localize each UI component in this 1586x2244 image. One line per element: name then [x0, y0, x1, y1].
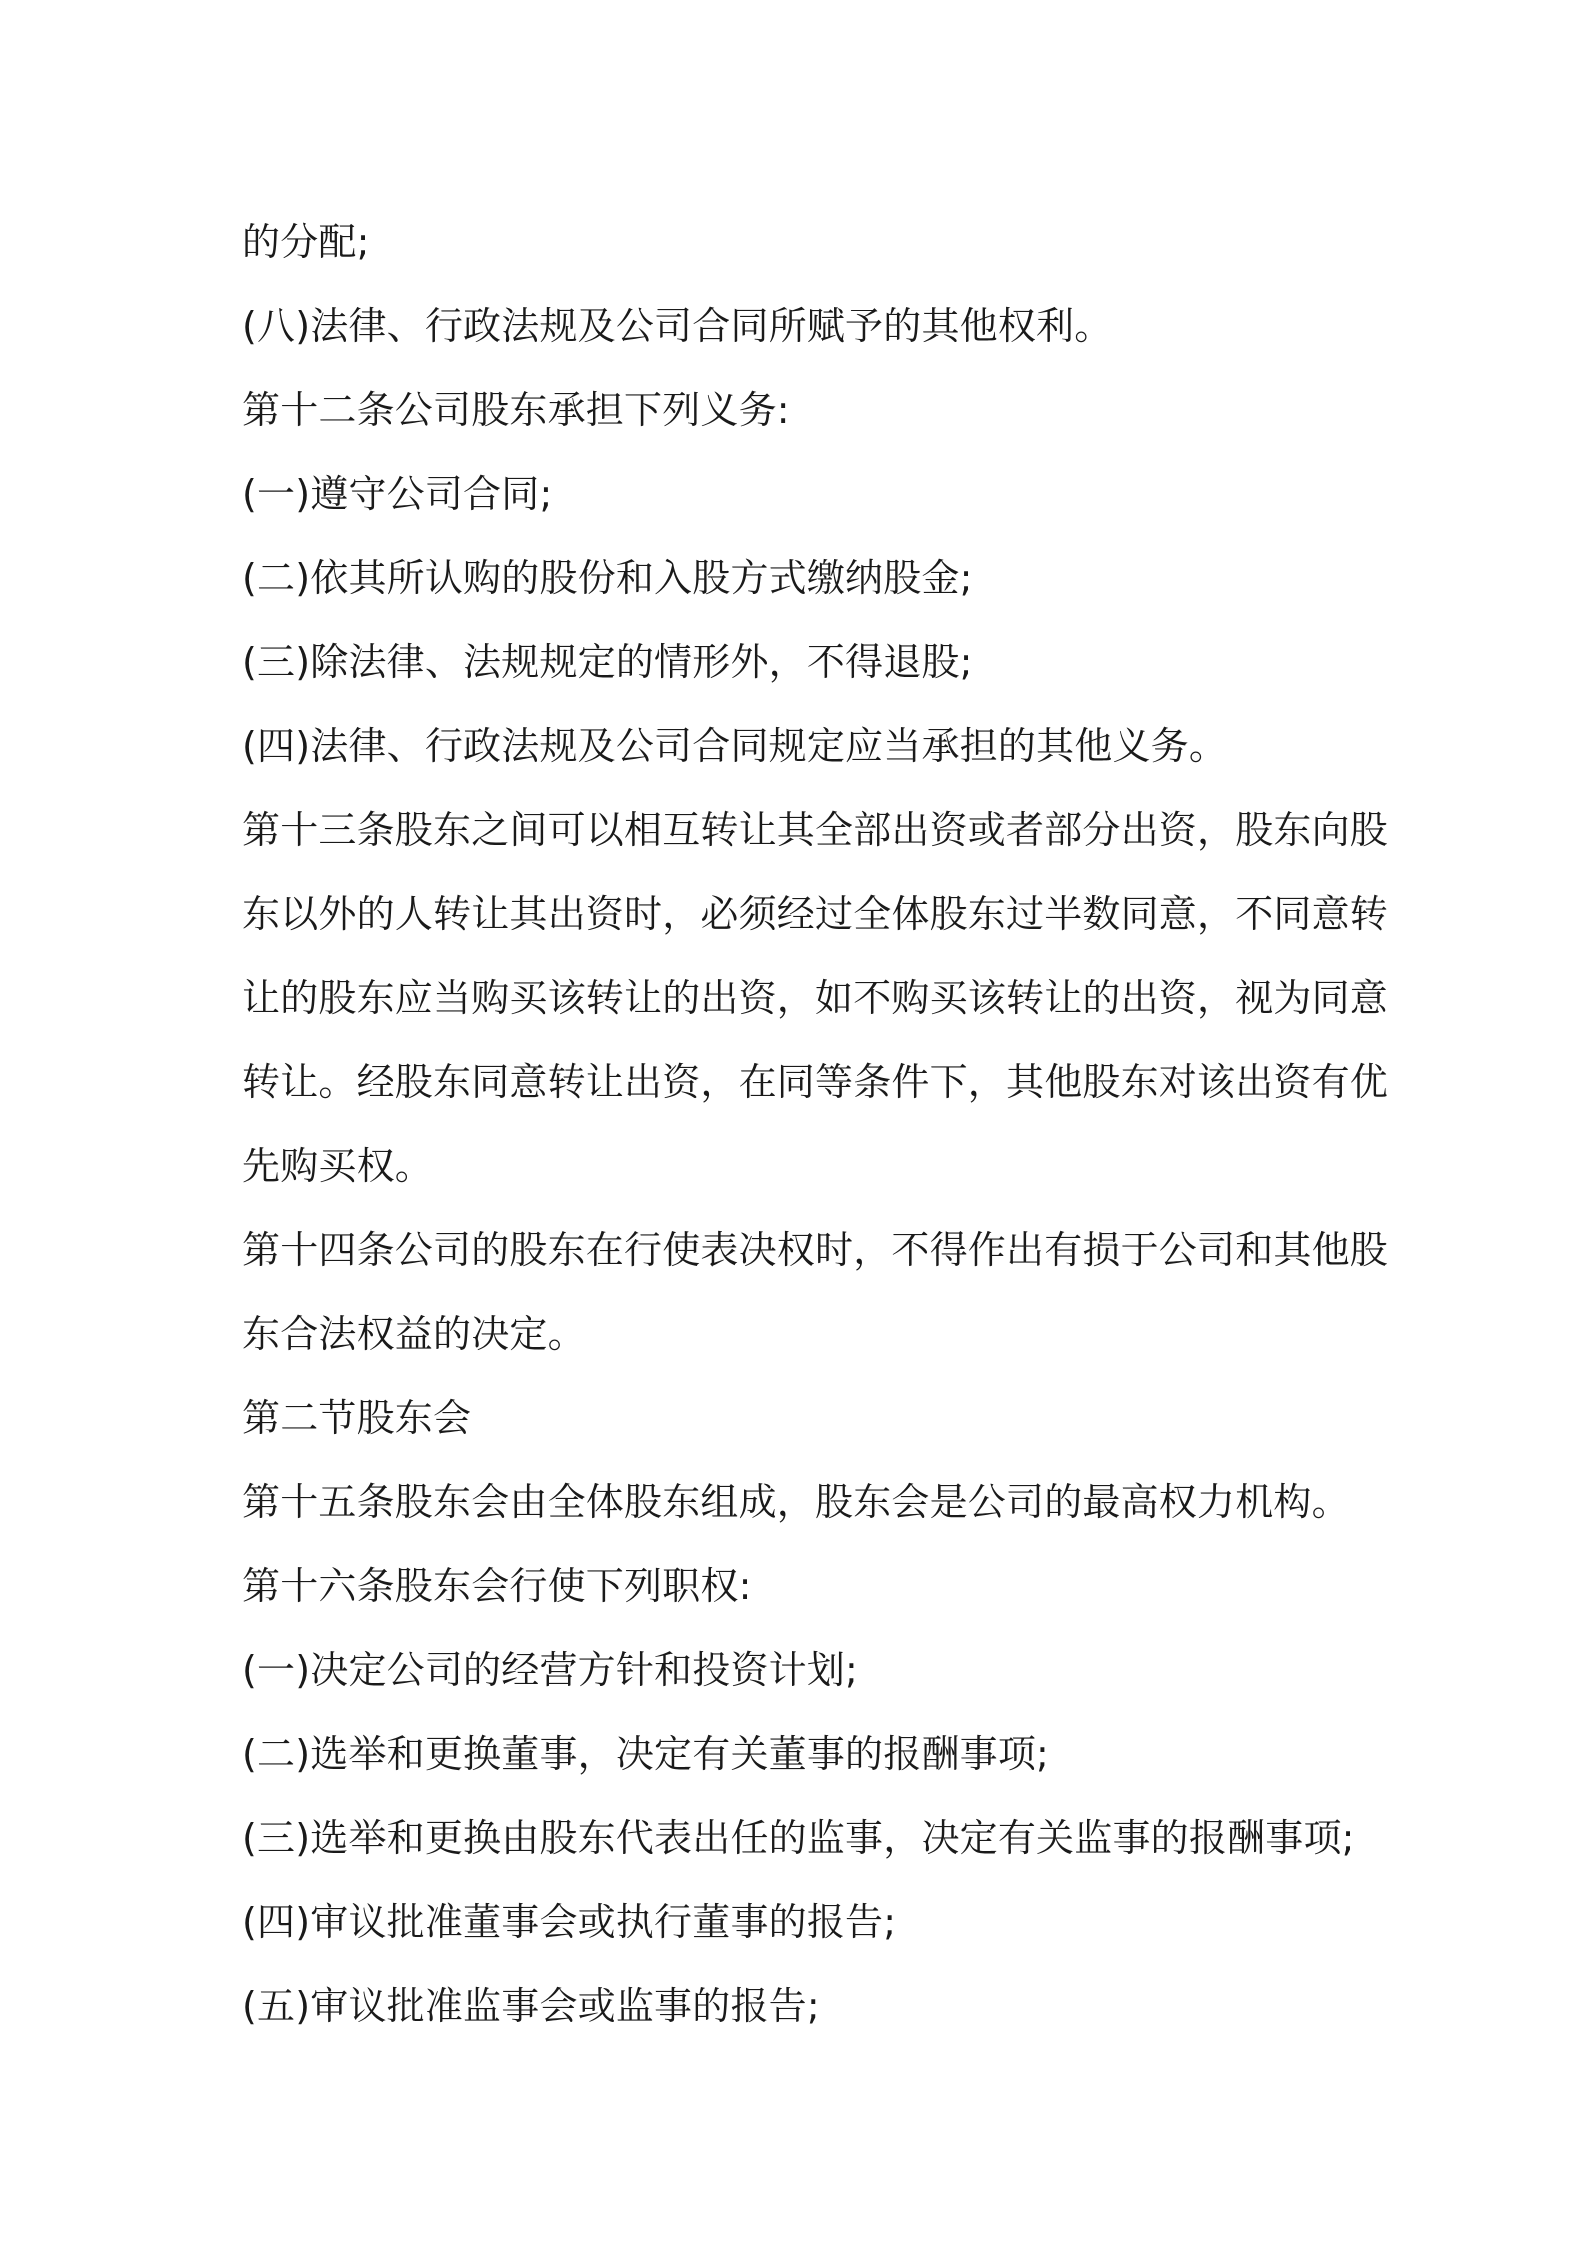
section-heading: 第二节股东会	[242, 1396, 472, 1440]
text-line: (三)除法律、法规规定的情形外，不得退股;	[242, 640, 973, 684]
text-line: 第十六条股东会行使下列职权:	[242, 1564, 752, 1608]
text-line: 第十二条公司股东承担下列义务:	[242, 388, 790, 432]
text-line: 第十三条股东之间可以相互转让其全部出资或者部分出资，股东向股	[242, 808, 1389, 852]
text-line: 先购买权。	[242, 1144, 434, 1188]
text-line: (四)法律、行政法规及公司合同规定应当承担的其他义务。	[242, 724, 1228, 768]
text-line: (八)法律、行政法规及公司合同所赋予的其他权利。	[242, 304, 1113, 348]
text-line: (三)选举和更换由股东代表出任的监事，决定有关监事的报酬事项;	[242, 1816, 1355, 1860]
text-line: 转让。经股东同意转让出资，在同等条件下，其他股东对该出资有优	[242, 1060, 1389, 1104]
text-line: 第十四条公司的股东在行使表决权时，不得作出有损于公司和其他股	[242, 1228, 1389, 1272]
text-line: (二)依其所认购的股份和入股方式缴纳股金;	[242, 556, 973, 600]
text-line: 东合法权益的决定。	[242, 1312, 586, 1356]
text-line: 让的股东应当购买该转让的出资，如不购买该转让的出资，视为同意	[242, 976, 1389, 1020]
text-line: (二)选举和更换董事，决定有关董事的报酬事项;	[242, 1732, 1050, 1776]
document-body	[242, 200, 1389, 2048]
text-line: 第十五条股东会由全体股东组成，股东会是公司的最高权力机构。	[242, 1480, 1350, 1524]
text-line: (四)审议批准董事会或执行董事的报告;	[242, 1900, 897, 1944]
text-line: 的分配;	[242, 220, 370, 264]
text-line: (一)决定公司的经营方针和投资计划;	[242, 1648, 859, 1692]
text-line: 东以外的人转让其出资时，必须经过全体股东过半数同意，不同意转	[242, 892, 1389, 936]
text-line: (一)遵守公司合同;	[242, 472, 553, 516]
text-line: (五)审议批准监事会或监事的报告;	[242, 1984, 820, 2028]
